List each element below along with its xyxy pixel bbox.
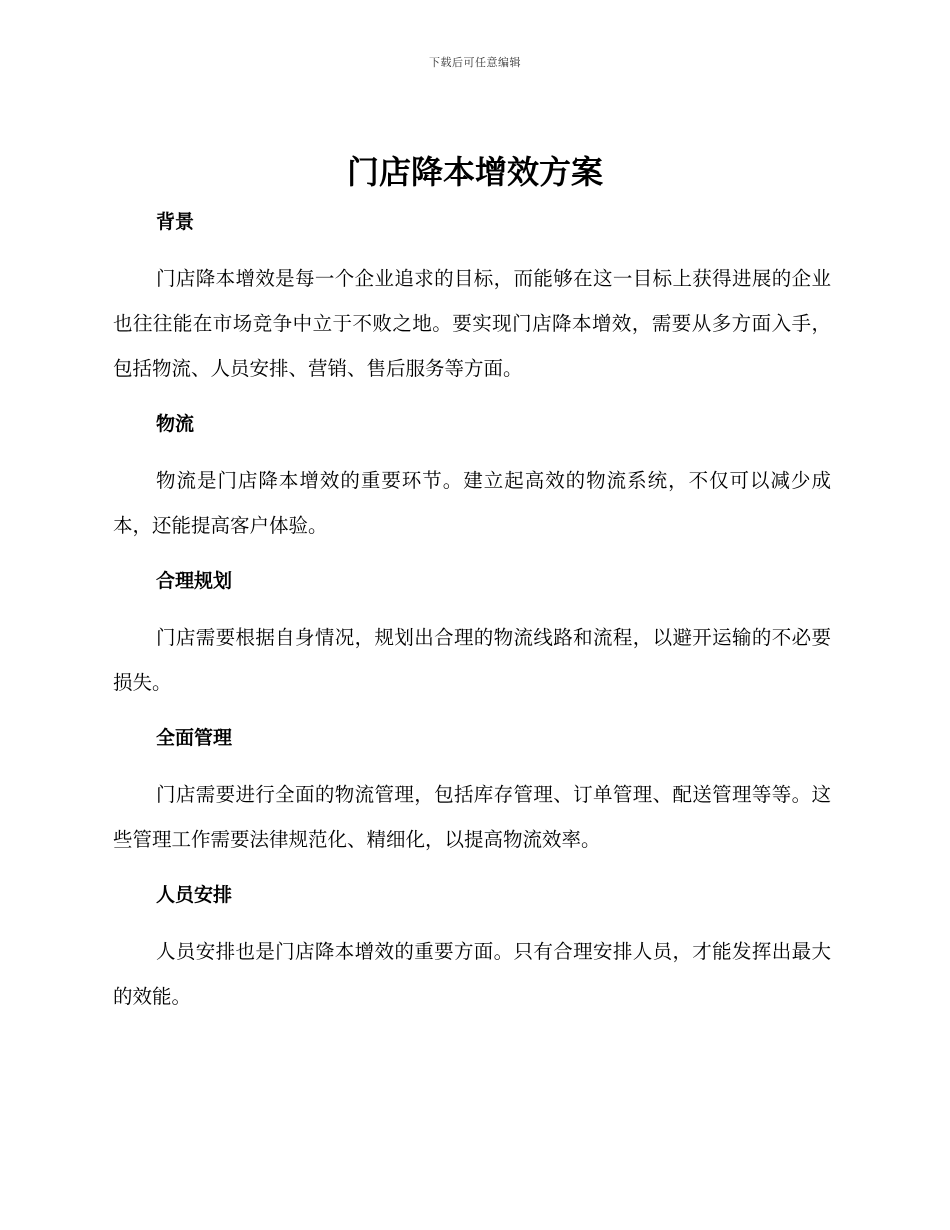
section-paragraph: 门店需要根据自身情况，规划出合理的物流线路和流程，以避开运输的不必要损失。 (113, 626, 831, 694)
section-background (113, 200, 831, 391)
section-paragraph: 门店需要进行全面的物流管理，包括库存管理、订单管理、配送管理等等。这些管理工作需要法律规范化、精细化，以提高物流效率。 (113, 783, 831, 851)
document-body (113, 200, 831, 1030)
section-heading: 合理规划 (156, 570, 233, 592)
section-heading: 人员安排 (156, 884, 233, 906)
page-header: 下载后可任意编辑 (429, 56, 521, 69)
section-management (113, 716, 831, 862)
section-heading: 全面管理 (156, 727, 233, 749)
section-heading: 物流 (156, 413, 195, 435)
section-planning (113, 559, 831, 705)
section-paragraph: 物流是门店降本增效的重要环节。建立起高效的物流系统，不仅可以减少成本，还能提高客户体验。 (113, 469, 831, 537)
document-title: 门店降本增效方案 (346, 153, 603, 191)
section-paragraph: 门店降本增效是每一个企业追求的目标，而能够在这一目标上获得进展的企业也往往能在市场竞争中立于不败之地。要实现门店降本增效，需要从多方面入手，包括物流、人员安排、营销、售后服务等方面。 (113, 267, 831, 380)
section-staffing (113, 873, 831, 1019)
section-heading: 背景 (156, 211, 195, 233)
section-logistics (113, 402, 831, 548)
section-paragraph: 人员安排也是门店降本增效的重要方面。只有合理安排人员，才能发挥出最大的效能。 (113, 940, 831, 1008)
